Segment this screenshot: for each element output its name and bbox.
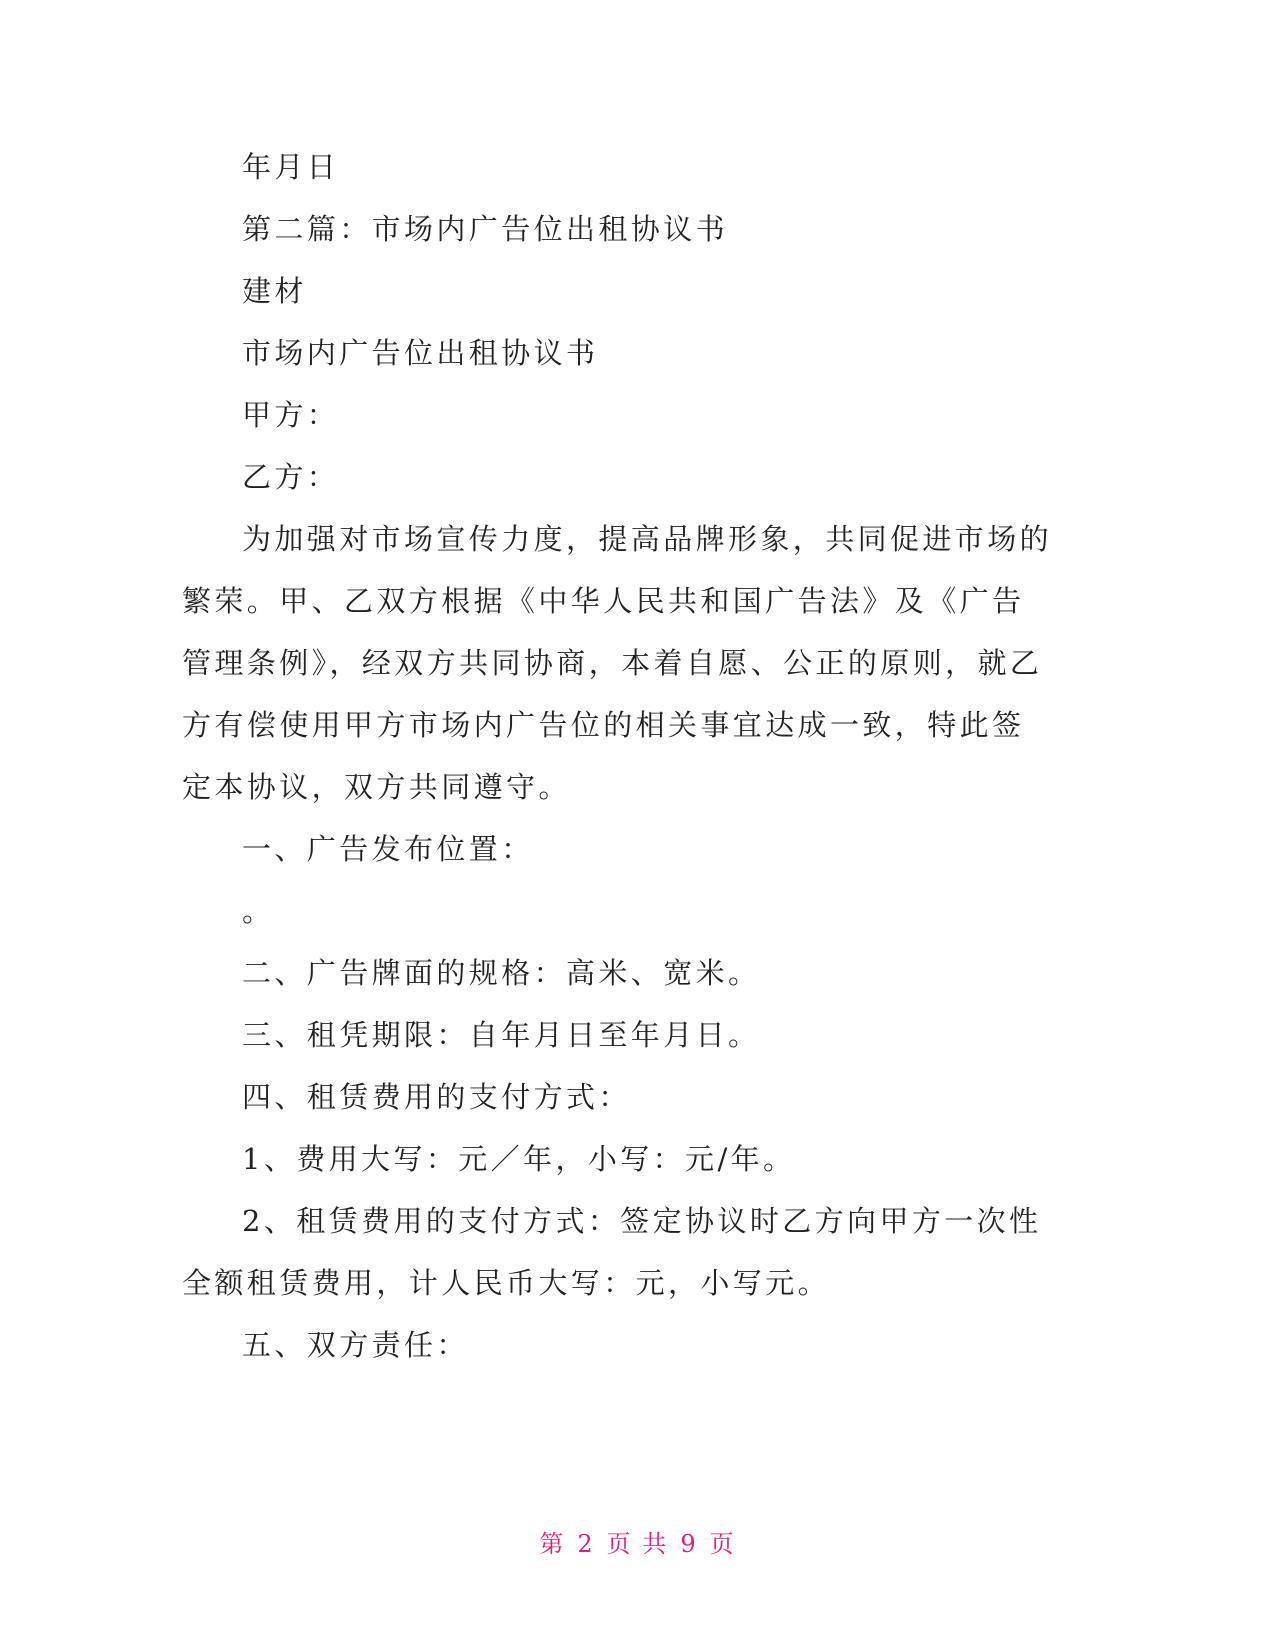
- subtitle-category: 建材: [242, 274, 307, 308]
- clause-2: 二、广告牌面的规格：高米、宽米。: [242, 956, 761, 990]
- clause-5-heading: 五、双方责任：: [242, 1328, 469, 1362]
- preamble-paragraph: 为加强对市场宣传力度，提高品牌形象，共同促进市场的繁荣。甲、乙双方根据《中华人民共和国广告法》及《广告管理条例》，经双方共同协商，本着自愿、公正的原则，就乙方有偿使用甲方市场内广告位的相关事宜达成一致，特此签定本协议，双方共同遵守。: [182, 522, 1053, 804]
- clause-1-content: 。: [242, 894, 275, 928]
- clause-4-item-2: 2、租赁费用的支付方式：签定协议时乙方向甲方一次性全额租赁费用，计人民币大写：元，小写元。: [182, 1204, 1042, 1300]
- party-a-line: 甲方：: [242, 398, 340, 432]
- document-body: [182, 136, 1052, 1376]
- agreement-title: 市场内广告位出租协议书: [242, 336, 599, 370]
- date-line: 年月日: [242, 150, 340, 184]
- footer-current-page: 2: [577, 1530, 595, 1558]
- footer-middle: 页 共: [606, 1530, 669, 1558]
- clause-4-item-1: 1、费用大写：元／年，小写：元/年。: [242, 1142, 796, 1176]
- section-heading: 第二篇：市场内广告位出租协议书: [242, 212, 729, 246]
- footer-prefix: 第: [539, 1530, 566, 1558]
- footer-total-pages: 9: [680, 1530, 698, 1558]
- party-b-line: 乙方：: [242, 460, 340, 494]
- footer-suffix: 页: [709, 1530, 736, 1558]
- clause-3: 三、租凭期限：自年月日至年月日。: [242, 1018, 761, 1052]
- clause-4-heading: 四、租赁费用的支付方式：: [242, 1080, 631, 1114]
- clause-1-heading: 一、广告发布位置：: [242, 832, 534, 866]
- page-footer: [0, 1524, 1275, 1559]
